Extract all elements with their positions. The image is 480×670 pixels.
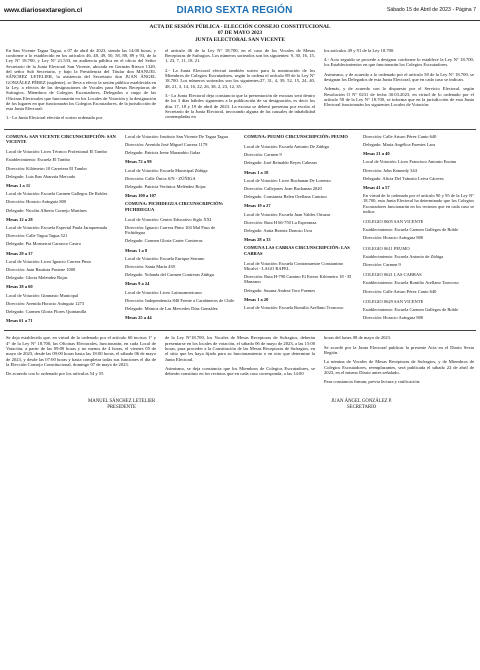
- signer-role: SECRETARIO: [346, 404, 377, 410]
- table-entry: Local de Votación: Liceo Técnico Profesional El Tambo: [6, 149, 107, 155]
- table-entry: Delegado: José Reinaldo Reyes Cabezas: [244, 160, 317, 166]
- table-entry: Dirección: Horacio Aránguiz 800: [363, 315, 424, 321]
- table-entry: Local de Votación: Escuela Antonio De Zúñiga: [244, 143, 329, 149]
- table-entry: COLEGIO 0611 PEUMO: [363, 245, 410, 251]
- table-entry: Local de Votación: Centro Educativo Siglo XXI: [125, 216, 212, 222]
- paragraph: 1.- La Junta Electoral efectúa el sorteo ordenado por: [6, 115, 103, 121]
- mesas-range: Mesas 100 a 107: [125, 193, 157, 199]
- paragraph: el artículo 46 de la Ley N° 18.700, en el caso de los Vocales de Mesas Receptoras de Sufragios. Los números sorteados son los siguientes: 9, 30, 16, 15, 1, 23, 7, 11, 18, 21.: [165, 47, 315, 64]
- table-entry: COLEGIO 0621 LAS CABRAS: [363, 272, 422, 278]
- mesas-range: Mesas 12 a 28: [6, 216, 33, 222]
- body-column: [6, 48, 156, 125]
- signature-president: [88, 399, 155, 411]
- table-entry: Dirección: Calle Única S/N - ZÚÑIGA: [125, 175, 196, 181]
- comuna-heading: COMUNA: PICHIDEGUA CIRCUNSCRIPCIÓN: PICHIDEGUA: [125, 201, 224, 212]
- paragraph: 3.- La Junta Electoral deja constancia que la presentación de excusas será dentro de los 3 días hábiles siguientes a la publicación de su designación, es decir los días 17, 18 y 19 de abril de 2023. La excusa se deberá presentar por escrito al Secretario de la Junta Electoral, invocando alguna de las causales de inhabilidad contempladas en: [165, 92, 315, 120]
- table-entry: Establecimiento: Escuela Antonio de Zúñiga: [363, 253, 444, 259]
- table-entry: Dirección: John Kennedy 344: [363, 167, 417, 173]
- table-entry: Delegado: Alicia Del Tránsito Leiva Cáceres: [363, 175, 444, 181]
- comuna-heading: COMUNA: SAN VICENTE CIRCUNSCRIPCIÓN: SAN VICENTE: [6, 133, 116, 144]
- table-entry: Dirección: Santa María 439: [125, 264, 175, 269]
- site-url[interactable]: www.diariosextaregion.cl: [4, 6, 83, 14]
- table-entry: Dirección: Callejones Joan Buchanan 2020: [244, 185, 322, 191]
- table-entry: Dirección: Horacio Aránguiz 800: [6, 199, 67, 205]
- paragraph: Se acordó por la Junta Electoral publicar la presente Acta en el Diario Sexta Región.: [324, 344, 474, 356]
- table-entry: Establecimiento: Escuela El Tambo: [6, 157, 70, 163]
- table-entry: Dirección: Calle Arturo Pérez Canto 640: [363, 133, 437, 139]
- paragraph: horas del lunes 08 de mayo de 2023.: [324, 335, 392, 341]
- body-text: [0, 48, 480, 125]
- table-entry: Delegado: Patricia Irene Marambio Galaz: [125, 150, 201, 156]
- table-column: [244, 134, 355, 327]
- table-entry: Delegado: Constanza Belen Orellana Cancino: [244, 194, 327, 200]
- closing-column: [165, 335, 315, 388]
- paragraph: En San Vicente Tagua Tagua, a 07 de abril de 2023, siendo las 14:00 horas, y conforme a lo establecido en los artículos 46, 48, 49, 50, 58, 88, 89 y 93, de la Ley N° 18.700, y Ley N° 21.533, en audiencia pública en el oficio del Señor Secretario de la Junta Electoral San Vicente, ubicada en Germán Riesco 1320, del señor Sub Secretario, y bajo la Presidencia del Titular don MANUEL SÁNCHEZ LETELIER, la asistencia del Secretario don JUAN ÁNGEL GONZÁLEZ PÉREZ (suplente), se lleva a efecto la sesión pública establecida en la Ley, a efectos de las designaciones de Vocales para Mesas Receptoras de Sufragios, Miembros de Colegios Escrutadores, Delegados a cargo de las Oficinas Electorales que funcionarán en los Locales de Votación y la designación de los lugares en que funcionarán los Colegios Escrutadores, de la jurisdicción de esta Junta Electoral:: [6, 47, 156, 112]
- table-entry: Dirección: Ruta H-790 Camino El Estero Kilómetro 18 - El Manzano: [244, 274, 352, 285]
- table-entry: Local de Votación: Liceo Francisco Antonio Encina: [363, 159, 457, 165]
- date-page: Sábado 15 de Abril de 2023 - Página 7: [386, 7, 476, 13]
- mesas-range: Mesas 28 a 33: [244, 237, 271, 243]
- table-entry: Establecimiento: Escuela Romilio Arellano Troncoso: [363, 280, 459, 286]
- table-column: [363, 134, 474, 327]
- paragraph: de la Ley N°18.700, los Vocales de Mesas Receptoras de Sufragios, deberán presentarse en los locales de votación, el sábado 06 de mayo de 2023, a las 15:00 horas, para proceder a la Constitución de las Mesas Receptoras de Sufragios, en el sitio que les haya fijado para su funcionamiento o en otro que determine la Junta Electoral.: [165, 335, 315, 362]
- title-line: JUNTA ELECTORAL SAN VICENTE: [194, 36, 286, 43]
- table-entry: Dirección: Juan Bautista Pastene 1000: [6, 267, 76, 272]
- table-entry: Local de Votación: Escuela Especial Paula Jaraquemada: [6, 224, 108, 230]
- signatures: [0, 399, 480, 411]
- table-entry: Local de Votación: Escuela Municipal Zúñiga: [125, 167, 208, 173]
- closing-column: [324, 335, 474, 388]
- table-entry: Delegado: Gloria Melendez Rojas: [6, 275, 68, 281]
- table-entry: Local de Votación: Liceo Ignacio Carrera Pinto: [6, 258, 92, 264]
- table-entry: Local de Votación: Escuela Carmen Gallegos De Robles: [6, 191, 108, 197]
- signature-secretary: [331, 399, 392, 411]
- table-entry: Dirección: Calle Tagua Tagua 521: [6, 233, 68, 239]
- polling-places-table: [0, 134, 480, 327]
- paragraph: Dirección: Carmen 9: [363, 262, 401, 267]
- closing-text: [0, 335, 480, 388]
- table-entry: Dirección: Kilómetro 10 Carretera El Tambo: [6, 165, 87, 171]
- paragraph: Además, y de acuerdo con lo dispuesto por el Servicio Electoral, según Resolución O N° 0231 de fecha 30.03.2023, en virtud de lo ordenado por el artículo 58 de la Ley N° 18.700, se informa que en la jurisdicción de esta Junta Electoral funcionarán los siguientes Locales de Votación:: [324, 86, 474, 108]
- mesas-range: Mesas 19 a 27: [244, 203, 271, 209]
- mesas-range: Mesas 41 a 57: [363, 184, 390, 190]
- mesas-range: Mesas 29 a 37: [6, 250, 33, 256]
- mesas-range: Mesas 1 a 20: [244, 296, 269, 302]
- table-column: [6, 134, 117, 327]
- body-column: [324, 48, 474, 125]
- paragraph: Dirección: Calle Arturo Pérez Canto 640: [363, 288, 437, 294]
- divider: [4, 129, 476, 130]
- mesas-range: Mesas 1 a 8: [125, 247, 148, 253]
- mesas-range: Mesas 38 a 60: [6, 284, 33, 290]
- title-line: ACTA DE SESIÓN PÚBLICA - ELECCIÓN CONSEJO CONSTITUCIONAL: [149, 24, 331, 30]
- table-entry: Delegado: Luis Ibar Abarzúa Mercado: [6, 173, 76, 179]
- signer-role: PRESIDENTE: [107, 404, 136, 410]
- table-entry: Dirección: Avenida José Miguel Carrera 1179: [125, 141, 208, 147]
- paragraph: los artículos 49 y 91 de la Ley 18.700.: [324, 47, 395, 53]
- divider: [4, 330, 476, 331]
- document-title: [0, 24, 480, 43]
- masthead: DIARIO SEXTA REGIÓN: [176, 4, 293, 16]
- paragraph: 4.- Acto seguido se procede a designar conforme lo establece la Ley N° 18.700, los Establecimientos en que funcionarán los Colegios Escrutadores.: [324, 57, 474, 68]
- table-entry: Local de Votación: Liceo Latinoamericano: [125, 289, 202, 295]
- table-entry: Delegado: Pía Monserrat Carrasco Castro: [6, 241, 81, 247]
- table-entry: Delegado: Nicolás Alberto Cornejo Martínes: [6, 207, 87, 213]
- mesas-range: Mesas 21 a 40: [363, 151, 390, 157]
- closing-column: [6, 335, 156, 388]
- signer-name: JUAN ÁNGEL GONZÁLEZ P.: [331, 398, 393, 404]
- comuna-heading: COMUNA LAS CABRAS CIRCUNSCRIPCIÓN: LAS CABRAS: [244, 245, 350, 256]
- mesas-range: Mesas 1 a 11: [6, 182, 31, 188]
- comuna-heading: COMUNA: PEUMO CIRCUNSCRIPCIÓN: PEUMO: [244, 133, 348, 139]
- paragraph: En virtud de lo ordenado por el artículo 90 y 95 de la Ley N° 18.700, esta Junta Electoral ha determinado que los Colegios Escrutadores funcionarán en los recintos que en cada caso se indica:: [363, 193, 474, 214]
- paragraph: La nómina de Vocales de Mesas Receptoras de Sufragios, y de Miembros de Colegios Escrutadores, reemplazantes, será publicada el sábado 22 de abril de 2023, en el mismo Diario antes señalado.: [324, 359, 474, 375]
- mesas-range: Mesas 72 a 99: [125, 159, 152, 165]
- table-entry: Delegado: Mónica de Las Mercedes Díaz González: [125, 306, 218, 312]
- paragraph: Dirección: Horacio Aránguiz 800: [363, 235, 424, 241]
- signer-name: MANUEL SÁNCHEZ LETELIER: [87, 398, 156, 404]
- table-entry: Local de Votación: Escuela Romilio Arellano Troncoso: [244, 305, 344, 311]
- table-column: [125, 134, 236, 327]
- table-entry: Establecimiento: Escuela Carmen Gallegos de Roble: [363, 307, 459, 313]
- table-entry: Dirección: Avenida Horacio Aránguiz 1273: [6, 300, 85, 306]
- body-column: [165, 48, 315, 125]
- table-entry: Delegado: Carmen Gloria Carter Contreras: [125, 238, 203, 244]
- table-entry: Delegado: Patricia Verónica Meléndez Rojas: [125, 183, 206, 189]
- table-entry: Dirección: Ignacio Carrera Pinto 104 Mal Paso de Pichidegua: [125, 224, 216, 236]
- paragraph: Para constancia firman, previa lectura y ratificación:: [324, 379, 421, 385]
- table-entry: Local de Votación: Instituto San Vicente De Tagua Tagua: [125, 133, 228, 139]
- table-entry: Establecimiento: Escuela Carmen Gallegos de Roble: [363, 227, 459, 233]
- paragraph: 2.- La Junta Electoral efectuó también sorteo para la nominación de los Miembros de Colegios Escrutadores, según lo ordena el artículo 89 de la Ley N° 18.700. Los números sorteados son los siguientes:27, 31, 4, 39, 52, 15, 24, 40, 48, 21, 3, 14, 16, 22, 26, 38, 2, 23, 12, 35.: [165, 67, 315, 89]
- table-entry: Delegado: Yolanda del Carmen Contreras Zúñiga.: [125, 272, 215, 278]
- table-entry: Local de Votación: Escuela Contramaestre Constantino Micalvi - LAGO RAPEL: [244, 260, 344, 271]
- table-entry: Delegado: Carmen Gloria Flores Quintanilla: [6, 309, 87, 315]
- mesas-range: Mesas 61 a 71: [6, 318, 33, 324]
- table-entry: Dirección: Ruta H 66-750 La Esperanza: [244, 219, 317, 225]
- mesas-range: Mesas 9 a 24: [125, 281, 150, 287]
- table-entry: COLEGIO 0605 SAN VICENTE: [363, 218, 424, 224]
- paragraph: Asimismo, y de acuerdo a lo ordenado por el artículo 58 de la Ley N° 18.700, se designan los Delegados de esta Junta Electoral, que en cada caso se indican.: [324, 71, 474, 83]
- table-entry: Local de Votación: Liceo Buchanan De Lorenzo: [244, 177, 331, 183]
- paragraph: Asimismo, se deja constancia que los Miembros de Colegios Escrutadores, se deberán constituir en los recintos que en cada caso corresponda, a las 14:00: [165, 365, 315, 377]
- table-entry: Local de Votación: Escuela Enrique Serrano: [125, 255, 205, 261]
- page-header: [0, 0, 480, 21]
- table-entry: Dirección: Independencia 840 Frente a Carabineros de Chile: [125, 297, 235, 303]
- table-entry: Delegado: María Angélica Fuentes Lara: [363, 141, 435, 147]
- table-entry: Dirección: Carmen 9: [244, 152, 282, 158]
- title-line: 07 DE MAYO 2023: [217, 30, 263, 37]
- table-entry: Local de Votación: Escuela Juan Valdes Ortuzar: [244, 211, 331, 217]
- table-entry: Delegado: Susana Andrea Toro Fuentes: [244, 287, 316, 293]
- table-entry: Local de Votación: Gimnasio Municipal: [6, 292, 79, 298]
- table-entry: Delegado: Anita Beatriz Donoso Urra: [244, 227, 312, 233]
- paragraph: Se deja establecido que, en virtud de lo ordenado por el artículo 60 incisos 1° y 4° de la Ley N° 18.700, las Oficinas Electorales, funcionarán, en cada Local de Votación, a partir de las 09:00 horas y no menos de 4 horas, el viernes 05 de mayo de 2023, desde las 09:00 horas hasta las 18:00 horas, el sábado 06 de mayo de 2023, y desde las 07:00 horas y hasta completar todas sus funciones el día de la Elección Consejo Constitucional, domingo 07 de mayo de 2023.: [6, 335, 156, 367]
- mesas-range: Mesas 1 a 18: [244, 169, 269, 175]
- table-entry: COLEGIO 0629 SAN VICENTE: [363, 298, 424, 304]
- paragraph: De acuerdo con lo ordenado por los artículos 54 y 55: [6, 371, 104, 377]
- mesas-range: Mesas 25 a 44: [125, 315, 152, 321]
